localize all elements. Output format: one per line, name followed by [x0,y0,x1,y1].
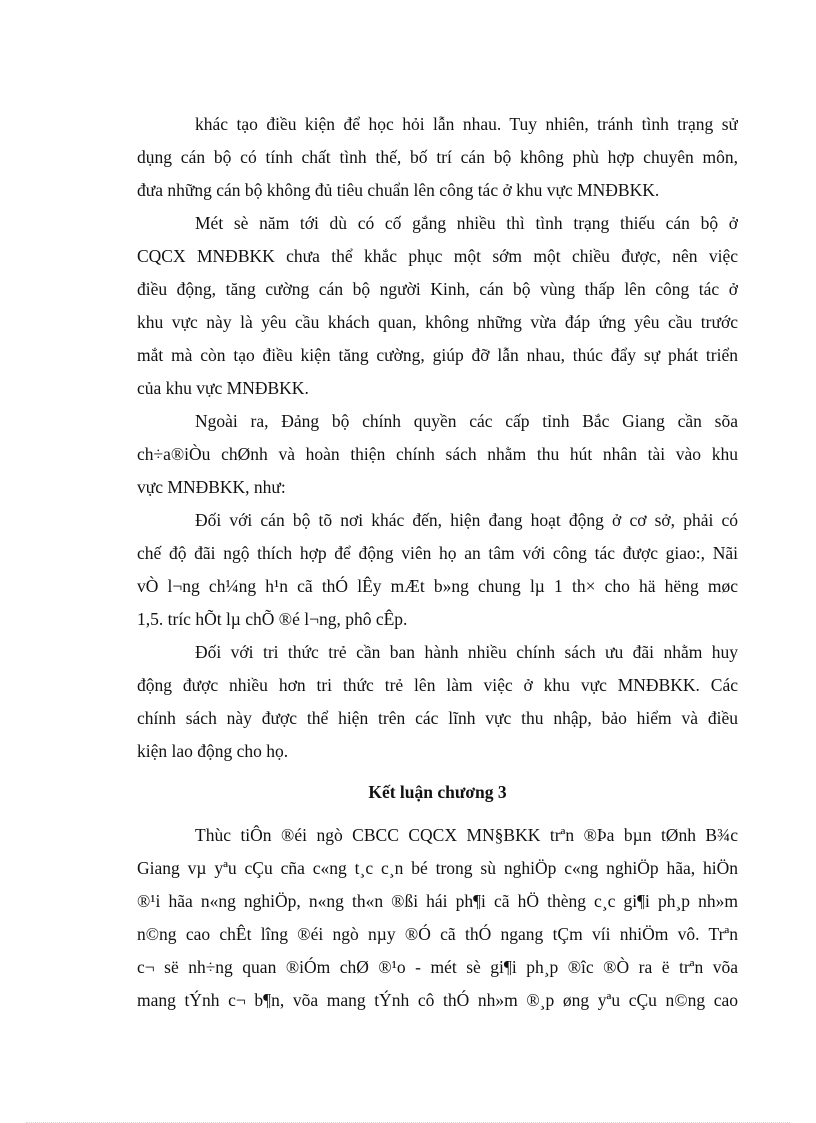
text-line: CQCX MNĐBKK chưa thể khắc phục một sớm một chiều được, nên việc [137,246,738,266]
text-line: ch÷a®iÒu chØnh và hoàn thiện chính sách nhằm thu hút nhân tài vào khu [137,444,738,464]
text-line: vÒ l¬ng ch¼ng h¹n cã thÓ lÊy mÆt b»ng chung lµ 1 th× cho hä hëng møc [137,576,738,596]
text-line: của khu vực MNĐBKK. [137,378,309,398]
section-heading: Kết luận chương 3 [368,782,507,802]
text-line: chế độ đãi ngộ thích hợp để động viên họ an tâm với công tác được giao:, Nãi [137,543,738,563]
text-line: 1,5. tríc hÕt lµ chÕ ®é l¬ng, phô cÊp. [137,609,408,629]
text-line: Thùc tiÔn ®éi ngò CBCC CQCX MN§BKK trªn ®Þa bµn tØnh B¾c [195,825,738,845]
text-line: ®¹i hãa n«ng nghiÖp, n«ng th«n ®ßi hái ph¶i cã hÖ thèng c¸c gi¶i ph¸p nh»m [137,891,738,911]
document-body [137,108,738,1017]
text-line: mắt mà còn tạo điều kiện tăng cường, giúp đỡ lẫn nhau, thúc đẩy sự phát triển [137,345,738,365]
text-line: mang tÝnh c¬ b¶n, võa mang tÝnh cô thÓ nh»m ®¸p øng yªu cÇu n©ng cao [137,990,738,1010]
text-line: kiện lao động cho họ. [137,741,289,761]
text-line: vực MNĐBKK, như: [137,477,286,497]
text-line: Mét sè năm tới dù có cố gắng nhiều thì tình trạng thiếu cán bộ ở [195,213,738,233]
text-line: n©ng cao chÊt lîng ®éi ngò nµy ®Ó cã thÓ ngang tÇm víi nhiÖm vô. Trªn [137,924,738,944]
text-line: chính sách này được thể hiện trên các lĩnh vực thu nhập, bảo hiểm và điều [137,708,738,728]
text-line: Giang vµ yªu cÇu cña c«ng t¸c c¸n bé trong sù nghiÖp c«ng nghiÖp hãa, hiÖn [137,858,738,878]
text-line: Ngoài ra, Đảng bộ chính quyền các cấp tỉnh Bắc Giang cần sõa [195,411,738,431]
text-line: c¬ së nh÷ng quan ®iÓm chØ ®¹o - mét sè gi¶i ph¸p ®îc ®Ò ra ë trªn võa [137,957,738,977]
text-line: dụng cán bộ có tính chất tình thế, bố trí cán bộ không phù hợp chuyên môn, [137,147,738,167]
text-line: động được nhiều hơn tri thức trẻ lên làm việc ở khu vực MNĐBKK. Các [137,675,738,695]
text-line: đưa những cán bộ không đủ tiêu chuẩn lên công tác ở khu vực MNĐBKK. [137,180,660,200]
text-line: khu vực này là yêu cầu khách quan, không những vừa đáp ứng yêu cầu trước [137,312,738,332]
text-line: điều động, tăng cường cán bộ người Kinh, cán bộ vùng thấp lên công tác ở [137,279,738,299]
text-line: khác tạo điều kiện để học hỏi lẫn nhau. Tuy nhiên, tránh tình trạng sử [195,114,738,134]
text-line: Đối với tri thức trẻ cần ban hành nhiều chính sách ưu đãi nhằm huy [195,642,738,662]
text-line: Đối với cán bộ tõ nơi khác đến, hiện đang hoạt động ở cơ sở, phải có [195,510,738,530]
